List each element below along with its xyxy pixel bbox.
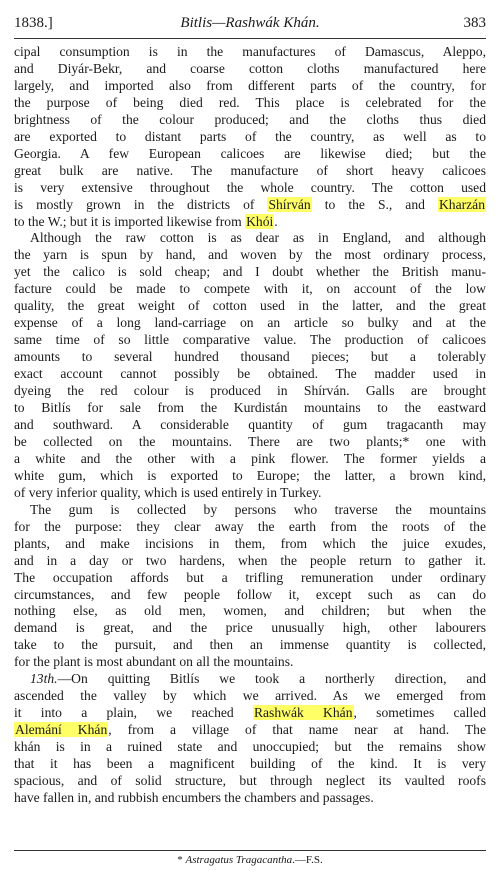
text-run: the yarn is spun by hand, and woven by the most ordinary process, — [14, 247, 486, 263]
header-rule — [14, 38, 486, 39]
text-line — [14, 146, 486, 163]
text-run: is mostly grown in the districts of — [14, 196, 268, 212]
text-line — [14, 61, 486, 78]
text-run: expense of a long land-carriage on an article so bulky and at the — [14, 315, 486, 331]
text-line — [14, 468, 486, 485]
text-line — [14, 688, 486, 705]
footnote-marker: * — [177, 854, 186, 866]
footnote-attribution: .—F.S. — [292, 854, 323, 866]
text-run: dyeing the red colour is produced in Shírván. Galls are brought — [14, 383, 486, 399]
text-run: quality, the great weight of cotton used in the latter, and the great — [14, 298, 486, 314]
text-run: for the plant is most abundant on all the mountains. — [14, 654, 294, 670]
text-run: , sometimes called — [353, 705, 486, 721]
text-run: exact account cannot possibly be obtained. The madder used in — [14, 366, 486, 382]
text-line — [14, 383, 486, 400]
header-year: 1838.] — [14, 15, 53, 31]
text-line — [14, 129, 486, 146]
text-line — [14, 790, 486, 807]
text-line — [14, 298, 486, 315]
text-line — [14, 264, 486, 281]
highlighted-place-name: Kharzán — [438, 196, 485, 212]
highlighted-place-name: Rashwák Khán — [253, 705, 353, 721]
text-line — [14, 112, 486, 129]
text-run: The gum is collected by persons who traverse the mountains — [30, 501, 486, 517]
text-run: are exported to distant parts of the country, as well as to — [14, 128, 486, 144]
text-run: for the purpose: they clear away the earth from the roots of the — [14, 518, 486, 534]
text-line — [14, 44, 486, 61]
page-number: 383 — [463, 15, 486, 31]
text-run: to the W.; but it is imported likewise from — [14, 213, 246, 229]
text-run: , from a village of that name near at hand. The — [108, 722, 486, 738]
text-run: same time of so little comparative value. The production of calicoes — [14, 332, 486, 348]
text-line — [14, 603, 486, 620]
text-run: ascended the valley by which we arrived. As we emerged from — [14, 688, 486, 704]
text-line — [14, 315, 486, 332]
text-line — [14, 230, 486, 247]
text-run: and Diyár-Bekr, and coarse cotton cloths manufactured here — [14, 60, 486, 76]
text-line — [14, 247, 486, 264]
text-run: brightness of the colour produced; and the cloths thus died — [14, 111, 486, 127]
text-line — [14, 180, 486, 197]
text-line — [14, 654, 486, 671]
footnote-species: Astragatus Tragacantha — [185, 854, 293, 866]
text-line — [14, 366, 486, 383]
text-line — [14, 756, 486, 773]
text-run: be collected on the mountains. There are two plants;* one with — [14, 433, 486, 449]
text-run: demand is great, and the price unusually high, other labourers — [14, 620, 486, 636]
footnote — [0, 853, 500, 867]
text-line — [14, 485, 486, 502]
text-line — [14, 553, 486, 570]
header-title: Bitlis—Rashwák Khán. — [180, 15, 320, 31]
highlighted-place-name: Shírván — [268, 196, 311, 212]
text-run: amounts to several hundred thousand pieces; but a tolerably — [14, 349, 486, 365]
text-line — [14, 587, 486, 604]
text-run: the purpose of being died red. This place is celebrated for the — [14, 94, 486, 110]
text-line — [14, 451, 486, 468]
text-line — [14, 570, 486, 587]
text-line — [14, 773, 486, 790]
text-run: 13th. — [30, 671, 58, 687]
text-run: is very extensive throughout the whole country. The cotton used — [14, 179, 486, 195]
text-run: facture could be made to compete with it, on account of the low — [14, 281, 486, 297]
text-line — [14, 197, 486, 214]
text-run: have fallen in, and rubbish encumbers the chambers and passages. — [14, 789, 374, 805]
running-header — [14, 12, 486, 34]
text-run: khán is in a ruined state and unoccupied; but the remains show — [14, 739, 486, 755]
text-run: white gum, which is exported to Europe; the latter, a brown kind, — [14, 467, 486, 483]
text-run: to the S., and — [311, 196, 438, 212]
text-run: and southward. A considerable quantity of gum tragacanth may — [14, 416, 486, 432]
text-run: yet the calico is sold cheap; and I doubt whether the British manu- — [14, 264, 486, 280]
highlighted-place-name: Khói — [246, 213, 274, 229]
text-line — [14, 163, 486, 180]
text-line — [14, 519, 486, 536]
text-run: and in a day or two hardens, when the people return to gather it. — [14, 552, 486, 568]
text-run: Georgia. A few European calicoes are likewise died; but the — [14, 145, 486, 161]
text-line — [14, 739, 486, 756]
text-line — [14, 332, 486, 349]
text-line — [14, 349, 486, 366]
text-run: great bulk are native. The manufacture of short heavy calicoes — [14, 162, 486, 178]
text-run: . — [274, 213, 278, 229]
text-run: spacious, and of solid structure, but through neglect its vaulted roofs — [14, 772, 486, 788]
text-run: a white and the other with a pink flower. The former yields a — [14, 450, 486, 466]
text-line — [14, 214, 486, 231]
text-line — [14, 722, 486, 739]
text-run: largely, and imported also from different parts of the country, for — [14, 77, 486, 93]
text-line — [14, 281, 486, 298]
text-run: of very inferior quality, which is used entirely in Turkey. — [14, 484, 322, 500]
body-text — [14, 44, 486, 807]
text-run: The occupation affords but a trifling remuneration under ordinary — [14, 569, 486, 585]
text-line — [14, 705, 486, 722]
text-line — [14, 502, 486, 519]
highlighted-place-name: Alemání Khán — [15, 722, 108, 738]
text-line — [14, 95, 486, 112]
text-run: it into a plain, we reached — [14, 705, 253, 721]
text-run: Although the raw cotton is as dear as in England, and although — [30, 230, 486, 246]
text-run: cipal consumption is in the manufactures of Damascus, Aleppo, — [14, 44, 486, 59]
text-line — [14, 78, 486, 95]
text-line — [14, 536, 486, 553]
text-line — [14, 400, 486, 417]
text-run: to Bitlís for sale from the Kurdistán mountains to the eastward — [14, 400, 486, 416]
text-run: that it has been a magnificent building of the kind. It is very — [14, 756, 486, 772]
text-run: nothing else, as old men, women, and children; but when the — [14, 603, 486, 619]
text-run: plants, and make incisions in them, from which the juice exudes, — [14, 535, 486, 551]
text-line — [14, 620, 486, 637]
text-run: take to the pursuit, and then an immense quantity is collected, — [14, 637, 486, 653]
text-line — [14, 417, 486, 434]
text-run: circumstances, and few people follow it, except such as can do — [14, 586, 486, 602]
text-line — [14, 434, 486, 451]
text-line — [14, 637, 486, 654]
text-line — [14, 671, 486, 688]
footnote-rule — [14, 850, 486, 851]
text-run: —On quitting Bitlís we took a northerly direction, and — [57, 671, 486, 687]
